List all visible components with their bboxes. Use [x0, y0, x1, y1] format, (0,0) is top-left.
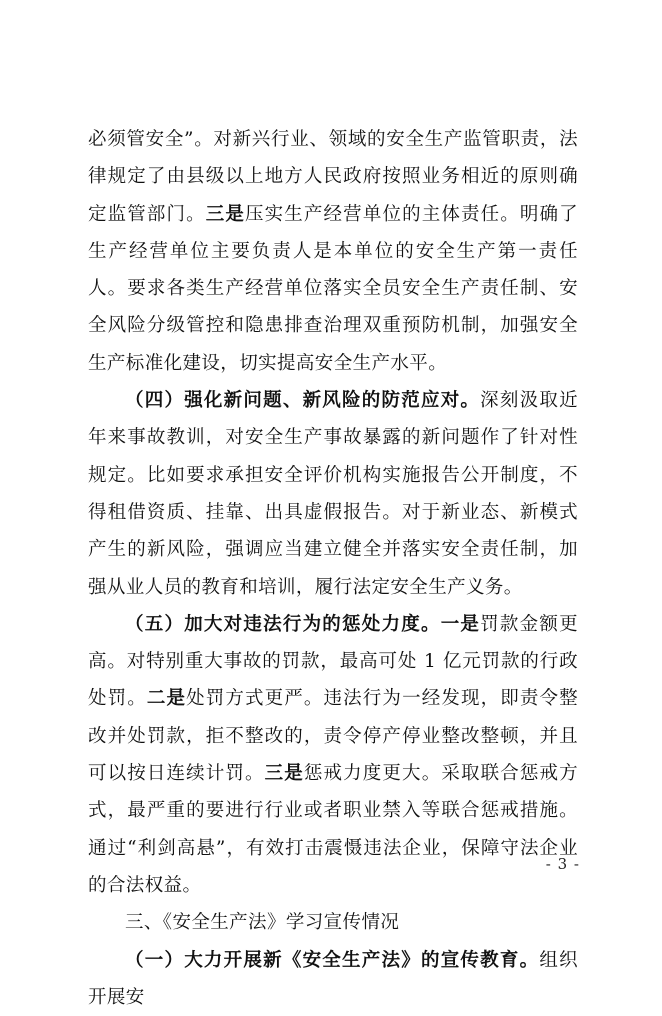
emphasis-label: 一是 — [440, 613, 481, 635]
paragraph-text: 组织开展安 — [88, 949, 578, 1008]
body-paragraph-2 — [88, 382, 578, 606]
subheading-1: （一）大力开展新《安全生产法》的宣传教育。 — [125, 949, 540, 971]
body-paragraph-3 — [88, 606, 578, 904]
paragraph-text: 必须管安全”。对新兴行业、领域的安全生产监管职责，法律规定了由县级以上地方人民政府按照业务相近的原则确定监管部门。 — [88, 129, 578, 225]
paragraph-text: 罚款金额更高。对特别重大事故的罚款，最高可处 1 亿元罚款的行政处罚。 — [88, 613, 578, 710]
body-paragraph-4 — [88, 942, 578, 1016]
section-heading-3: 三、《安全生产法》学习宣传情况 — [125, 912, 400, 934]
emphasis-label: 三是 — [205, 203, 246, 225]
emphasis-label: 三是 — [264, 763, 304, 785]
paragraph-text: 惩戒力度更大。采取联合惩戒方式，最严重的要进行行业或者职业禁入等联合惩戒措施。通过“利剑高悬”，有效打击震慑违法企业，保障守法企业的合法权益。 — [88, 763, 578, 896]
body-paragraph-1 — [88, 121, 578, 382]
paragraph-text: 深刻汲取近年来事故教训，对安全生产事故暴露的新问题作了针对性规定。比如要求承担安全评价机构实施报告公开制度，不得租借资质、挂靠、出具虚假报告。对于新业态、新模式产生的新风险，强调应当建立健全并落实安全责任制，加强从业人员的教育和培训，履行法定安全生产义务。 — [88, 390, 578, 598]
emphasis-label: 二是 — [146, 688, 187, 710]
paragraph-text: 处罚方式更严。违法行为一经发现，即责令整改并处罚款，拒不整改的，责令停产停业整改整顿，并且可以按日连续计罚。 — [88, 688, 578, 785]
subheading-5: （五）加大对违法行为的惩处力度。 — [125, 613, 441, 635]
subheading-4: （四）强化新问题、新风险的防范应对。 — [125, 390, 481, 412]
page-number: - 3 - — [545, 855, 580, 873]
paragraph-text: 压实生产经营单位的主体责任。明确了生产经营单位主要负责人是本单位的安全生产第一责任人。要求各类生产经营单位落实全员安全生产责任制、安全风险分级管控和隐患排查治理双重预防机制，加强安全生产标准化建设，切实提高安全生产水平。 — [88, 203, 578, 374]
